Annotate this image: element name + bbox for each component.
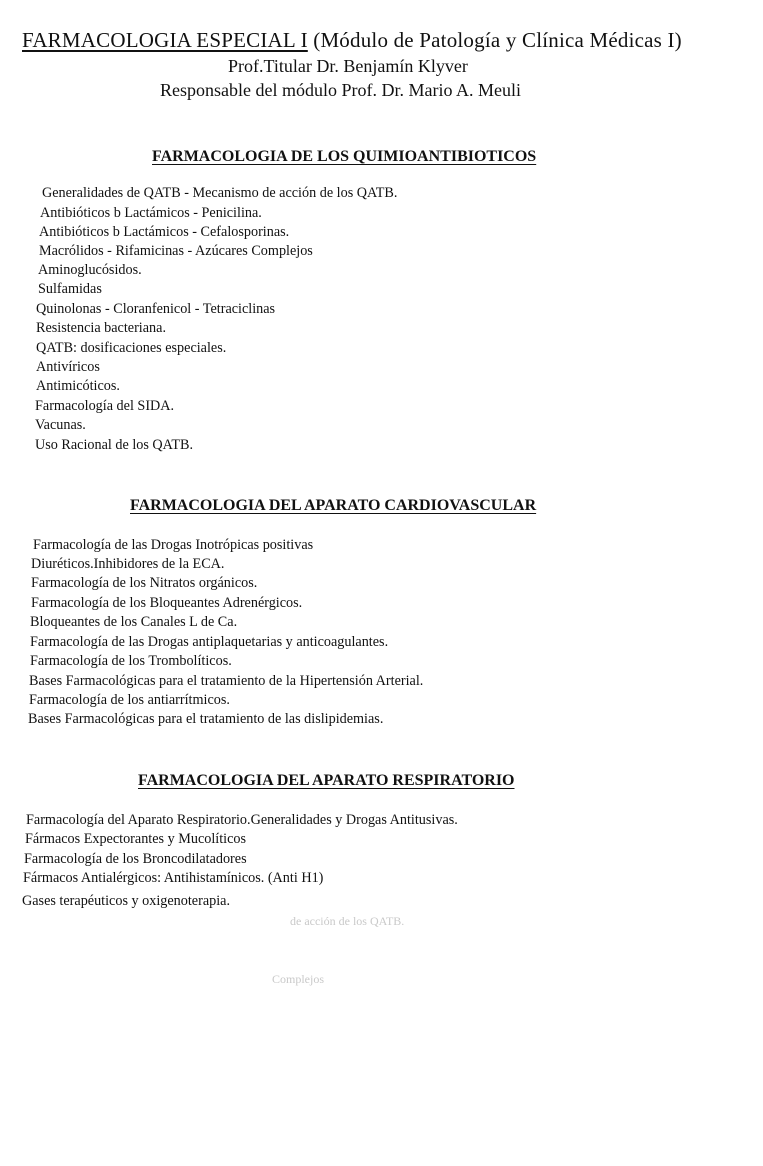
module-responsible: Responsable del módulo Prof. Dr. Mario A. Meuli xyxy=(160,80,521,100)
list-item: QATB: dosificaciones especiales. xyxy=(36,340,227,356)
title-module: (Módulo de Patología y Clínica Médicas I) xyxy=(307,28,682,52)
list-item: Farmacología del SIDA. xyxy=(35,398,175,414)
section-heading-respiratorio: FARMACOLOGIA DEL APARATO RESPIRATORIO xyxy=(138,772,515,789)
title-course-name: FARMACOLOGIA ESPECIAL I xyxy=(22,28,308,52)
list-item: Antimicóticos. xyxy=(36,378,120,394)
list-item: Bloqueantes de los Canales L de Ca. xyxy=(30,614,238,630)
list-item: Gases terapéuticos y oxigenoterapia. xyxy=(22,893,231,909)
list-item: Farmacología de los antiarrítmicos. xyxy=(29,692,230,708)
professor-titular: Prof.Titular Dr. Benjamín Klyver xyxy=(228,56,468,76)
list-item: Farmacología de los Bloqueantes Adrenérgicos. xyxy=(31,595,303,611)
list-item: Antibióticos b Lactámicos - Cefalosporinas. xyxy=(39,224,290,240)
list-item: Bases Farmacológicas para el tratamiento de las dislipidemias. xyxy=(28,711,384,727)
list-item: Uso Racional de los QATB. xyxy=(35,437,194,453)
list-item: Aminoglucósidos. xyxy=(38,262,142,278)
list-item: Diuréticos.Inhibidores de la ECA. xyxy=(31,556,225,572)
list-item: Generalidades de QATB - Mecanismo de acción de los QATB. xyxy=(42,185,398,201)
list-item: Vacunas. xyxy=(35,417,86,433)
bleed-through-text: de acción de los QATB. xyxy=(290,914,405,928)
document-title xyxy=(22,28,682,53)
list-item: Farmacología de las Drogas antiplaquetarias y anticoagulantes. xyxy=(30,634,389,650)
list-item: Fármacos Antialérgicos: Antihistamínicos. (Anti H1) xyxy=(23,870,324,886)
list-item: Macrólidos - Rifamicinas - Azúcares Complejos xyxy=(39,243,313,259)
list-item: Sulfamidas xyxy=(38,281,102,297)
list-item: Bases Farmacológicas para el tratamiento de la Hipertensión Arterial. xyxy=(29,673,424,689)
section-heading-quimioantibioticos: FARMACOLOGIA DE LOS QUIMIOANTIBIOTICOS xyxy=(152,148,537,165)
list-item: Resistencia bacteriana. xyxy=(36,320,166,336)
bleed-through-text: Complejos xyxy=(272,972,325,986)
list-item: Quinolonas - Cloranfenicol - Tetraciclinas xyxy=(36,301,276,317)
list-item: Farmacología del Aparato Respiratorio.Generalidades y Drogas Antitusivas. xyxy=(26,812,458,828)
list-item: Farmacología de las Drogas Inotrópicas positivas xyxy=(33,537,314,553)
list-item: Farmacología de los Trombolíticos. xyxy=(30,653,232,669)
section-heading-cardiovascular: FARMACOLOGIA DEL APARATO CARDIOVASCULAR xyxy=(130,497,537,514)
list-item: Fármacos Expectorantes y Mucolíticos xyxy=(25,831,247,847)
list-item: Antibióticos b Lactámicos - Penicilina. xyxy=(40,205,262,221)
list-item: Farmacología de los Nitratos orgánicos. xyxy=(31,575,258,591)
list-item: Farmacología de los Broncodilatadores xyxy=(24,851,247,867)
list-item: Antivíricos xyxy=(36,359,100,375)
